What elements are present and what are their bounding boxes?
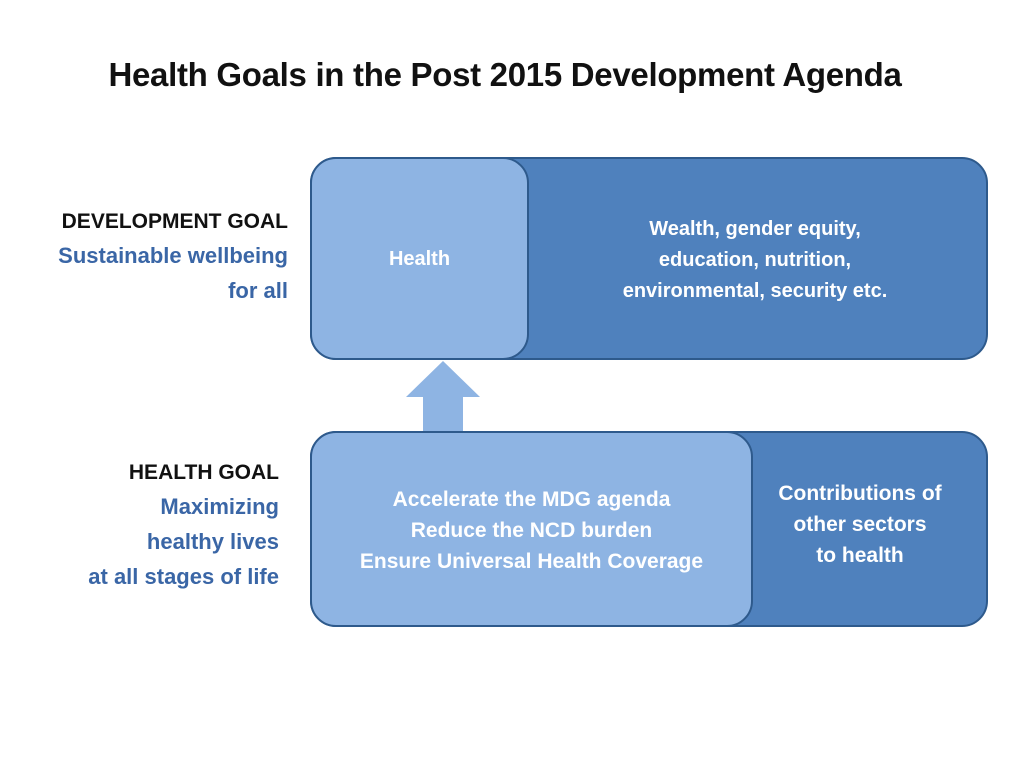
development-goal-heading: DEVELOPMENT GOAL: [61, 210, 288, 233]
development-goal-label: [58, 206, 288, 308]
health-agenda-line: Ensure Universal Health Coverage: [359, 550, 704, 573]
other-dimensions-line: Wealth, gender equity,: [649, 218, 861, 240]
development-goal-subtitle-line: Sustainable wellbeing: [58, 243, 288, 268]
health-goal-subtitle-line: Maximizing: [160, 494, 279, 519]
health-box-label: Health: [388, 248, 451, 270]
health-goal-subtitle-line: healthy lives: [146, 529, 279, 554]
up-arrow-icon: [406, 361, 480, 433]
health-goal-heading: HEALTH GOAL: [128, 461, 279, 484]
other-sectors-line: to health: [816, 544, 904, 567]
health-box-text: [312, 244, 527, 275]
health-goal-subtitle-line: at all stages of life: [88, 564, 279, 589]
other-sectors-text: [755, 478, 965, 571]
health-agenda-line: Accelerate the MDG agenda: [392, 488, 671, 511]
development-goal-subtitle-line: for all: [228, 278, 288, 303]
page-title: Health Goals in the Post 2015 Development Agenda: [108, 56, 902, 93]
other-sectors-line: Contributions of: [778, 482, 942, 505]
other-dimensions-line: environmental, security etc.: [622, 280, 888, 302]
other-dimensions-line: education, nutrition,: [658, 249, 852, 271]
health-agenda-text: [312, 484, 751, 577]
other-dimensions-text: [560, 214, 950, 307]
health-goal-label: [88, 457, 279, 594]
other-sectors-line: other sectors: [793, 513, 927, 536]
health-agenda-line: Reduce the NCD burden: [410, 519, 653, 542]
